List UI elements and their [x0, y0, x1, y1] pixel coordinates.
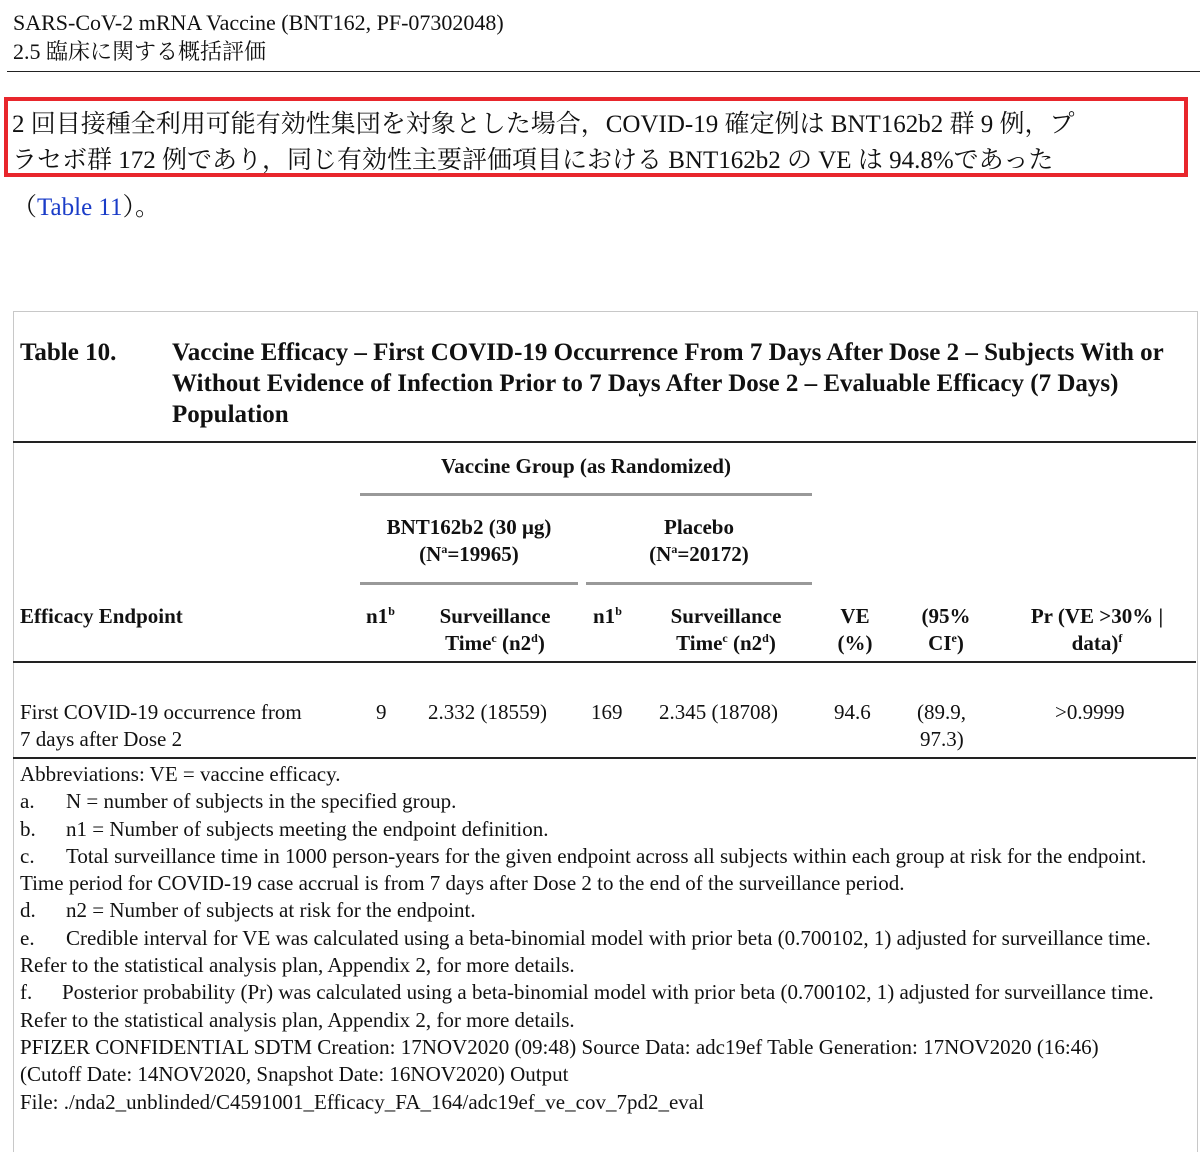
highlighted-paragraph: [12, 107, 1187, 179]
row-placebo-n1: 169: [591, 700, 623, 724]
bnt-header-rule: [360, 582, 578, 585]
table-bottom-rule: [13, 757, 1196, 759]
row-ve: 94.6: [834, 700, 871, 724]
col-ci: (95% CIe): [921, 604, 971, 655]
placebo-group-header: [586, 514, 812, 568]
placebo-n: $(N^a=20172)$: [649, 542, 749, 566]
row-bnt-n1: 9: [376, 700, 387, 724]
row-placebo-surveillance: 2.345 (18708): [659, 700, 778, 724]
footnote-e: e. Credible interval for VE was calculated using a beta-binomial model with prior beta (0.700102, 1) adjusted for surveillance time. Refer to the statistical analysis plan, Appendix 2, for more details.: [20, 925, 1151, 978]
footnote-f: f. Posterior probability (Pr) was calculated using a beta-binomial model with prior beta (0.700102, 1) adjusted for surveillance time. Refer to the statistical analysis plan, Appendix 2, for more details.: [20, 980, 1154, 1032]
header-divider: [7, 71, 1200, 72]
ref-open-paren: （: [12, 194, 38, 221]
table-reference: [12, 190, 160, 226]
footnote-b: b. n1 = Number of subjects meeting the endpoint definition.: [20, 816, 549, 841]
placebo-name: Placebo: [664, 515, 734, 539]
col-bnt-surveillance: Surveillance Time$^c$ (n2$^d$): [439, 604, 551, 655]
col-placebo-surveillance: Surveillance Time$^c$ (n2$^d$): [670, 604, 782, 655]
document-header: [13, 8, 504, 66]
document-title: SARS-CoV-2 mRNA Vaccine (BNT162, PF-07302048): [13, 10, 504, 35]
col-efficacy-endpoint: Efficacy Endpoint: [20, 604, 183, 628]
group-header: Vaccine Group (as Randomized): [441, 454, 731, 478]
row-pr: >0.9999: [1055, 700, 1125, 724]
footnote-pfizer: PFIZER CONFIDENTIAL SDTM Creation: 17NOV2020 (09:48) Source Data: adc19ef Table Generation: 17NOV2020 (16:46): [20, 1034, 1099, 1059]
table-11-link[interactable]: Table 11: [37, 194, 123, 221]
footnote-file: File: ./nda2_unblinded/C4591001_Efficacy_FA_164/adc19ef_ve_cov_7pd2_eval: [20, 1089, 704, 1114]
paragraph-line-2: ラセボ群 172 例であり，同じ有効性主要評価項目における BNT162b2 の VE は 94.8%であった: [12, 147, 1054, 174]
title-rule: [13, 441, 1196, 443]
row-ci: (89.9, 97.3): [917, 700, 966, 751]
ref-close-paren: ）。: [122, 194, 161, 221]
section-title: 2.5 臨床に関する概括評価: [13, 39, 267, 64]
col-pr: Pr (VE >30% | data)$^f$: [1030, 604, 1164, 655]
group-header-rule: [360, 493, 812, 496]
placebo-header-rule: [586, 582, 812, 585]
footnote-a: a. N = number of subjects in the specified group.: [20, 789, 457, 814]
col-bnt-n1: n1$^b$: [366, 604, 395, 628]
col-placebo-n1: n1$^b$: [593, 604, 622, 628]
row-endpoint: First COVID-19 occurrence from 7 days after Dose 2: [20, 700, 302, 751]
row-bnt-surveillance: 2.332 (18559): [428, 700, 547, 724]
footnote-d: d. n2 = Number of subjects at risk for the endpoint.: [20, 898, 476, 923]
paragraph-line-1: 2 回目接種全利用可能有効性集団を対象とした場合，COVID-19 確定例は BNT162b2 群 9 例，プ: [12, 111, 1075, 138]
footnote-c: c. Total surveillance time in 1000 person-years for the given endpoint across all subjects within each group at risk for the endpoint. Time period for COVID-19 case accrual is from 7 days after Dose 2 to the end of the surveillance period.: [20, 843, 1147, 896]
table-number: Table 10.: [20, 339, 117, 366]
bnt-n: $(N^a=19965)$: [419, 542, 519, 566]
table-title: Vaccine Efficacy – First COVID-19 Occurrence From 7 Days After Dose 2 – Subjects With or Without Evidence of Infection Prior to 7 Days After Dose 2 – Evaluable Efficacy (7 Days) Population: [172, 339, 1164, 428]
footnote-cutoff: (Cutoff Date: 14NOV2020, Snapshot Date: 16NOV2020) Output: [20, 1062, 569, 1087]
header-bottom-rule: [13, 661, 1196, 663]
footnotes: [20, 761, 1185, 1116]
bnt-group-header: [360, 514, 578, 568]
bnt-name: BNT162b2 (30 μg): [386, 515, 552, 539]
col-ve: VE (%): [837, 604, 873, 655]
footnote-abbreviations: Abbreviations: VE = vaccine efficacy.: [20, 762, 341, 786]
